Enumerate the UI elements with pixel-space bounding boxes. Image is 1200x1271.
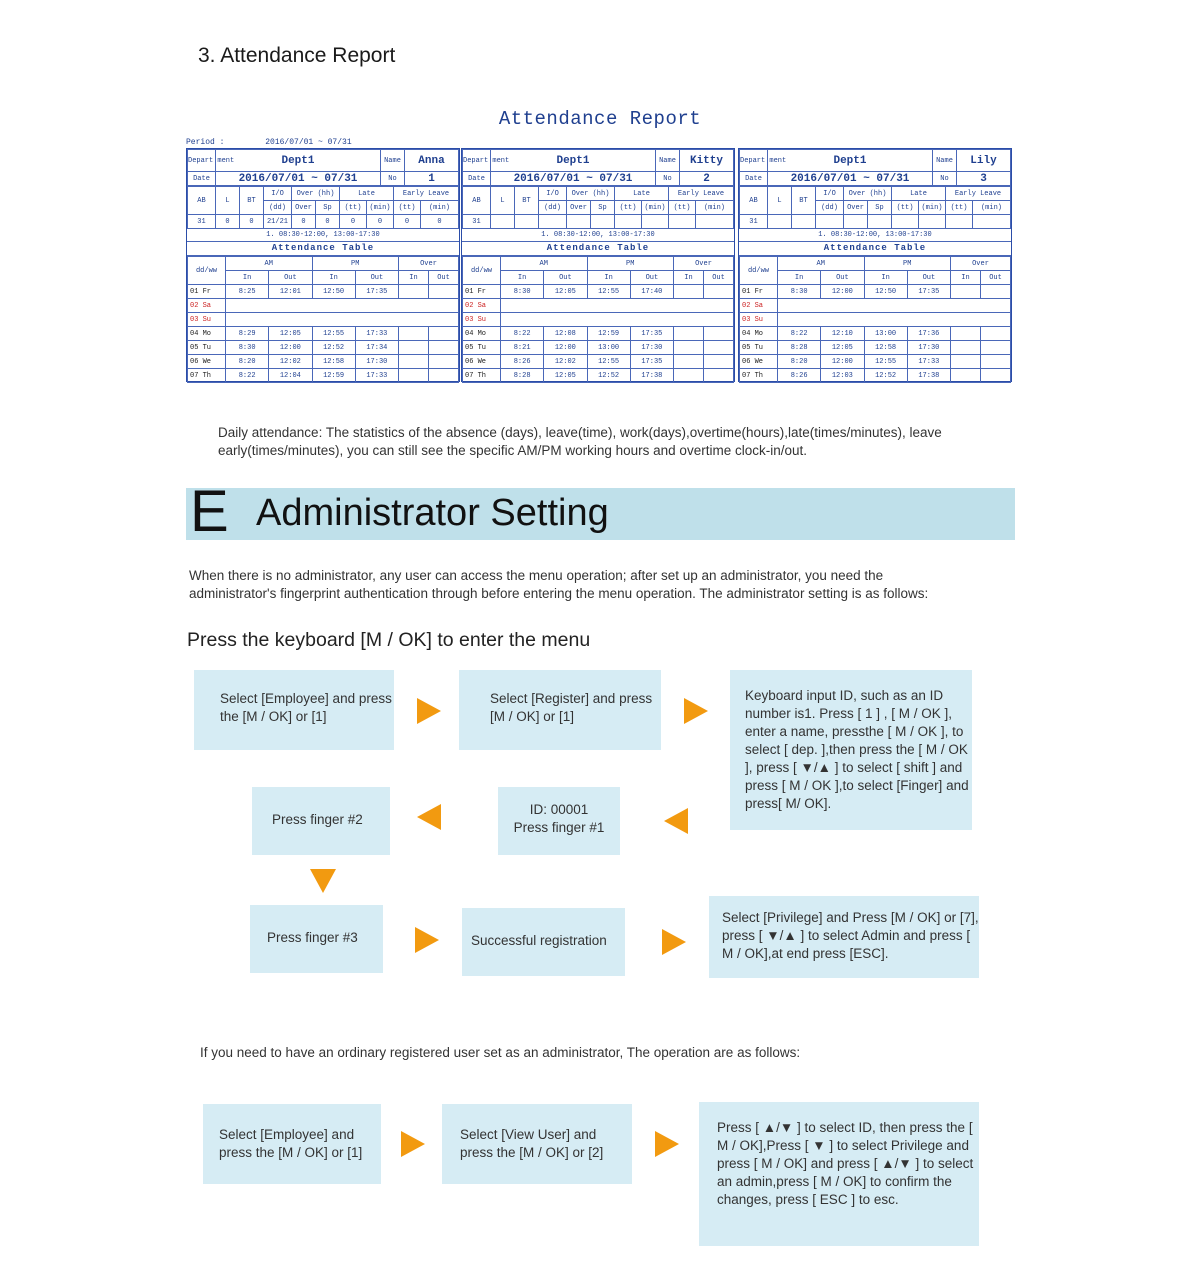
time-cell: 12:05 bbox=[554, 287, 576, 296]
time-cell: 12:50 bbox=[323, 287, 345, 296]
min-label: (min) bbox=[428, 203, 450, 212]
time-cell: 8:29 bbox=[238, 329, 256, 338]
table-row bbox=[463, 285, 734, 299]
out-label: Out bbox=[370, 273, 384, 282]
step-text: Press finger #2 bbox=[272, 812, 363, 827]
day-label: 05 Tu bbox=[465, 343, 487, 352]
step-text: Press finger #1 bbox=[513, 820, 605, 835]
table-row bbox=[740, 355, 1011, 369]
arrow-left-icon bbox=[417, 804, 441, 830]
day-label: 07 Th bbox=[742, 371, 764, 380]
arrow-right-icon bbox=[655, 1131, 679, 1157]
in-label: In bbox=[409, 273, 418, 282]
in-label: In bbox=[961, 273, 970, 282]
time-cell: 12:01 bbox=[279, 287, 301, 296]
time-cell: 8:26 bbox=[513, 357, 531, 366]
day-label: 04 Mo bbox=[742, 329, 764, 338]
over-column-label: Over bbox=[972, 259, 989, 268]
in-label: In bbox=[329, 273, 338, 282]
pm-label: PM bbox=[351, 259, 360, 268]
department-label: Depart ment bbox=[188, 156, 235, 165]
day-label: 06 We bbox=[465, 357, 487, 366]
io-label: I/O bbox=[271, 189, 284, 198]
step-text: Keyboard input ID, such as an ID number is1. Press [ 1 ] , [ M / OK ], enter a name, pressthe [ M / OK ], to select [ dep. ],then press the [ M / OK ], press [ ▼/▲ ] to select [ shift ] and press [ M / OK ],to select [Finger] and press[ M/ OK]. bbox=[745, 688, 969, 811]
summary-value: 21/21 bbox=[266, 217, 288, 226]
time-cell: 12:05 bbox=[831, 343, 853, 352]
summary-table bbox=[462, 186, 734, 229]
time-cell: 8:20 bbox=[238, 357, 256, 366]
pm-label: PM bbox=[903, 259, 912, 268]
min-label: (min) bbox=[980, 203, 1002, 212]
ab-label: AB bbox=[472, 196, 481, 205]
in-label: In bbox=[881, 273, 890, 282]
table-row bbox=[740, 327, 1011, 341]
table-row bbox=[188, 355, 459, 369]
employee-number: 3 bbox=[980, 172, 987, 185]
panel-header bbox=[739, 149, 1011, 186]
out-label: Out bbox=[836, 273, 849, 282]
out-label: Out bbox=[989, 273, 1002, 282]
in-label: In bbox=[794, 273, 804, 282]
tt-label: (tt) bbox=[344, 203, 362, 212]
am-label: AM bbox=[816, 259, 825, 268]
date-label: Date bbox=[468, 174, 485, 183]
table-row bbox=[188, 313, 459, 327]
time-cell: 8:28 bbox=[790, 343, 808, 352]
time-cell: 12:58 bbox=[323, 357, 345, 366]
tt-label: (tt) bbox=[950, 203, 968, 212]
day-label: 01 Fr bbox=[190, 287, 212, 296]
early-leave-label: Early Leave bbox=[954, 189, 1002, 198]
day-label: 06 We bbox=[190, 357, 212, 366]
date-range: 2016/07/01 ~ 07/31 bbox=[513, 172, 633, 185]
time-cell: 17:36 bbox=[918, 329, 940, 338]
table-row bbox=[463, 313, 734, 327]
summary-value: 0 bbox=[437, 217, 442, 226]
attendance-report-panel-lily bbox=[738, 148, 1012, 382]
over-column-label: Over bbox=[420, 259, 437, 268]
step-select-employee bbox=[194, 670, 394, 750]
panel-header bbox=[462, 149, 734, 186]
table-row bbox=[463, 369, 734, 383]
in-label: In bbox=[604, 273, 613, 282]
step-text: Successful registration bbox=[471, 933, 607, 948]
summary-value: 0 bbox=[301, 217, 306, 226]
no-label: No bbox=[388, 174, 397, 183]
name-label: Name bbox=[936, 156, 953, 165]
out-label: Out bbox=[922, 273, 936, 282]
time-cell: 17:33 bbox=[366, 329, 388, 338]
late-label: Late bbox=[910, 189, 927, 198]
period-label: Period : bbox=[186, 138, 225, 147]
table-row bbox=[740, 369, 1011, 383]
daily-attendance-description: Daily attendance: The statistics of the absence (days), leave(time), work(days),overtime(hours),late(times/minutes), leave early(times/minutes), you can still see the specific AM/PM working hours and overtime clock-in/out. bbox=[218, 425, 942, 458]
day-label: 02 Sa bbox=[465, 301, 487, 310]
over-label: Over bbox=[295, 203, 312, 212]
ddww-label: dd/ww bbox=[470, 266, 492, 275]
sp-label: Sp bbox=[598, 203, 607, 212]
day-label: 02 Sa bbox=[190, 301, 212, 310]
employee-name: Lily bbox=[970, 154, 997, 167]
io-label: I/O bbox=[546, 189, 559, 198]
table-row bbox=[463, 341, 734, 355]
time-cell: 12:59 bbox=[323, 371, 345, 380]
time-cell: 17:30 bbox=[918, 343, 940, 352]
step-text: Select [Employee] and press the [M / OK] or [1] bbox=[219, 1127, 363, 1160]
min-label: (min) bbox=[703, 203, 725, 212]
time-cell: 17:35 bbox=[641, 329, 663, 338]
over-column-label: Over bbox=[695, 259, 712, 268]
time-cell: 8:22 bbox=[513, 329, 531, 338]
out-label: Out bbox=[284, 273, 297, 282]
attendance-table-title: Attendance Table bbox=[187, 242, 459, 256]
time-cell: 12:00 bbox=[554, 343, 576, 352]
step-text: Select [View User] and press the [M / OK] or [2] bbox=[460, 1127, 604, 1160]
time-cell: 8:20 bbox=[790, 357, 808, 366]
arrow-right-icon bbox=[415, 927, 439, 953]
admin-intro-text: When there is no administrator, any user can access the menu operation; after set up an administrator, you need the administrator's fingerprint authentication through before entering the menu operation. The administrator setting is as follows: bbox=[189, 568, 929, 601]
time-cell: 8:28 bbox=[513, 371, 531, 380]
attendance-report-panel-anna bbox=[186, 148, 460, 382]
arrow-right-icon bbox=[662, 929, 686, 955]
day-label: 01 Fr bbox=[465, 287, 487, 296]
attendance-table bbox=[739, 256, 1011, 383]
day-label: 04 Mo bbox=[465, 329, 487, 338]
report-title: Attendance Report bbox=[498, 108, 702, 130]
time-cell: 12:55 bbox=[875, 357, 897, 366]
time-cell: 12:05 bbox=[279, 329, 301, 338]
in-label: In bbox=[517, 273, 527, 282]
step-text: Press finger #3 bbox=[267, 930, 358, 945]
day-label: 02 Sa bbox=[742, 301, 764, 310]
bt-label: BT bbox=[247, 196, 256, 205]
step-successful-registration bbox=[462, 908, 625, 976]
summary-value: 31 bbox=[197, 217, 206, 226]
attendance-table-title: Attendance Table bbox=[462, 242, 734, 256]
time-cell: 12:52 bbox=[598, 371, 620, 380]
out-label: Out bbox=[437, 273, 450, 282]
table-row bbox=[740, 313, 1011, 327]
summary-value: 0 bbox=[377, 217, 383, 226]
dd-label: (dd) bbox=[269, 203, 286, 212]
summary-value: 31 bbox=[472, 217, 481, 226]
bt-label: BT bbox=[522, 196, 531, 205]
time-cell: 12:00 bbox=[831, 357, 853, 366]
day-label: 05 Tu bbox=[742, 343, 764, 352]
summary-value: 31 bbox=[749, 217, 758, 226]
in-label: In bbox=[242, 273, 252, 282]
time-cell: 12:08 bbox=[554, 329, 576, 338]
ordinary-user-note: If you need to have an ordinary registered user set as an administrator, The operation are as follows: bbox=[200, 1045, 801, 1060]
day-label: 07 Th bbox=[465, 371, 487, 380]
tt-label: (tt) bbox=[896, 203, 914, 212]
no-label: No bbox=[663, 174, 672, 183]
work-times: 1. 08:30-12:00, 13:00-17:30 bbox=[739, 229, 1011, 242]
time-cell: 12:58 bbox=[875, 343, 897, 352]
step-id-text: ID: 00001 bbox=[529, 802, 589, 817]
table-row bbox=[188, 327, 459, 341]
time-cell: 13:00 bbox=[598, 343, 620, 352]
time-cell: 12:00 bbox=[831, 287, 853, 296]
table-row bbox=[188, 299, 459, 313]
no-label: No bbox=[940, 174, 949, 183]
time-cell: 8:30 bbox=[513, 287, 531, 296]
panel-header bbox=[187, 149, 459, 186]
summary-value: 0 bbox=[249, 217, 254, 226]
out-label: Out bbox=[712, 273, 725, 282]
menu-instruction-heading: Press the keyboard [M / OK] to enter the menu bbox=[187, 629, 591, 651]
period-value: 2016/07/01 ~ 07/31 bbox=[265, 138, 352, 147]
work-times: 1. 08:30-12:00, 13:00-17:30 bbox=[462, 229, 734, 242]
sp-label: Sp bbox=[323, 203, 332, 212]
name-label: Name bbox=[659, 156, 676, 165]
time-cell: 12:02 bbox=[554, 357, 576, 366]
l-label: L bbox=[777, 196, 782, 205]
day-label: 04 Mo bbox=[190, 329, 212, 338]
io-label: I/O bbox=[823, 189, 836, 198]
department-label: Depart ment bbox=[740, 156, 787, 165]
early-leave-label: Early Leave bbox=[677, 189, 725, 198]
time-cell: 12:10 bbox=[831, 329, 853, 338]
employee-name: Anna bbox=[418, 154, 445, 167]
time-cell: 13:00 bbox=[875, 329, 897, 338]
min-label: (min) bbox=[921, 203, 943, 212]
time-cell: 17:35 bbox=[366, 287, 388, 296]
sp-label: Sp bbox=[875, 203, 884, 212]
table-row bbox=[463, 327, 734, 341]
tt-label: (tt) bbox=[619, 203, 637, 212]
department-label: Depart ment bbox=[463, 156, 510, 165]
time-cell: 17:38 bbox=[918, 371, 940, 380]
over-label: Over bbox=[570, 203, 587, 212]
step-id-press-finger-1 bbox=[498, 787, 620, 855]
bt-label: BT bbox=[799, 196, 808, 205]
early-leave-label: Early Leave bbox=[402, 189, 450, 198]
dd-label: (dd) bbox=[821, 203, 838, 212]
step-text: Select [Employee] and press the [M / OK] or [1] bbox=[220, 691, 392, 724]
table-row bbox=[740, 285, 1011, 299]
time-cell: 17:30 bbox=[366, 357, 388, 366]
l-label: L bbox=[225, 196, 230, 205]
department-value: Dept1 bbox=[556, 154, 590, 167]
employee-number: 2 bbox=[703, 172, 710, 185]
time-cell: 8:26 bbox=[790, 371, 808, 380]
pm-label: PM bbox=[626, 259, 635, 268]
step-press-finger-3 bbox=[250, 905, 383, 973]
employee-name: Kitty bbox=[689, 154, 723, 167]
step-select-privilege bbox=[709, 896, 979, 978]
table-row bbox=[463, 355, 734, 369]
table-row bbox=[463, 299, 734, 313]
attendance-table-title: Attendance Table bbox=[739, 242, 1011, 256]
late-label: Late bbox=[633, 189, 650, 198]
day-label: 01 Fr bbox=[742, 287, 764, 296]
min-label: (min) bbox=[644, 203, 666, 212]
table-row bbox=[188, 285, 459, 299]
time-cell: 8:25 bbox=[238, 287, 256, 296]
day-label: 03 Su bbox=[742, 315, 764, 324]
late-label: Late bbox=[358, 189, 375, 198]
out-label: Out bbox=[645, 273, 659, 282]
step-text: Select [Privilege] and Press [M / OK] or [7], press [ ▼/▲ ] to select Admin and press [ M / OK],at end press [ESC]. bbox=[722, 910, 979, 961]
time-cell: 17:38 bbox=[641, 371, 663, 380]
section-letter: E bbox=[190, 479, 229, 544]
ddww-label: dd/ww bbox=[195, 266, 217, 275]
time-cell: 17:33 bbox=[918, 357, 940, 366]
time-cell: 12:05 bbox=[554, 371, 576, 380]
table-row bbox=[188, 369, 459, 383]
tt-label: (tt) bbox=[673, 203, 691, 212]
over-label: Over bbox=[847, 203, 864, 212]
table-row bbox=[740, 341, 1011, 355]
step2-view-user bbox=[442, 1104, 632, 1184]
section-title: 3. Attendance Report bbox=[198, 44, 396, 67]
time-cell: 12:04 bbox=[279, 371, 301, 380]
summary-value: 0 bbox=[225, 217, 230, 226]
am-label: AM bbox=[264, 259, 273, 268]
name-label: Name bbox=[384, 156, 401, 165]
time-cell: 8:21 bbox=[513, 343, 531, 352]
time-cell: 17:33 bbox=[366, 371, 388, 380]
step-keyboard-input bbox=[730, 670, 972, 830]
time-cell: 8:30 bbox=[238, 343, 256, 352]
ab-label: AB bbox=[749, 196, 758, 205]
time-cell: 12:00 bbox=[279, 343, 301, 352]
attendance-table bbox=[187, 256, 459, 383]
summary-table bbox=[187, 186, 459, 229]
over-hh-label: Over (hh) bbox=[571, 189, 610, 198]
summary-value: 0 bbox=[350, 217, 356, 226]
time-cell: 17:34 bbox=[366, 343, 388, 352]
step2-select-employee bbox=[203, 1104, 381, 1184]
ddww-label: dd/ww bbox=[747, 266, 769, 275]
step2-select-id-privilege bbox=[699, 1102, 979, 1246]
time-cell: 8:30 bbox=[790, 287, 808, 296]
time-cell: 8:22 bbox=[790, 329, 808, 338]
out-label: Out bbox=[559, 273, 572, 282]
arrow-right-icon bbox=[417, 698, 441, 724]
time-cell: 17:40 bbox=[641, 287, 663, 296]
employee-number: 1 bbox=[428, 172, 435, 185]
arrow-right-icon bbox=[401, 1131, 425, 1157]
dd-label: (dd) bbox=[544, 203, 561, 212]
l-label: L bbox=[500, 196, 505, 205]
time-cell: 12:55 bbox=[323, 329, 345, 338]
time-cell: 17:35 bbox=[641, 357, 663, 366]
day-label: 05 Tu bbox=[190, 343, 212, 352]
summary-value: 0 bbox=[325, 217, 330, 226]
ab-label: AB bbox=[197, 196, 206, 205]
time-cell: 17:30 bbox=[641, 343, 663, 352]
table-row bbox=[188, 341, 459, 355]
time-cell: 12:55 bbox=[598, 287, 620, 296]
summary-value: 0 bbox=[404, 217, 410, 226]
day-label: 03 Su bbox=[190, 315, 212, 324]
in-label: In bbox=[684, 273, 693, 282]
summary-table bbox=[739, 186, 1011, 229]
time-cell: 12:55 bbox=[598, 357, 620, 366]
time-cell: 12:50 bbox=[875, 287, 897, 296]
time-cell: 12:03 bbox=[831, 371, 853, 380]
time-cell: 8:22 bbox=[238, 371, 256, 380]
day-label: 03 Su bbox=[465, 315, 487, 324]
time-cell: 12:59 bbox=[598, 329, 620, 338]
arrow-down-icon bbox=[310, 869, 336, 893]
department-value: Dept1 bbox=[833, 154, 867, 167]
over-hh-label: Over (hh) bbox=[296, 189, 335, 198]
step-text: Press [ ▲/▼ ] to select ID, then press the [ M / OK],Press [ ▼ ] to select Privilege and press [ M / OK] and press [ ▲/▼ ] to select an admin,press [ M / OK] to confirm the changes, press [ ESC ] to esc. bbox=[717, 1120, 974, 1207]
arrow-right-icon bbox=[684, 698, 708, 724]
time-cell: 17:35 bbox=[918, 287, 940, 296]
date-label: Date bbox=[745, 174, 762, 183]
tt-label: (tt) bbox=[398, 203, 416, 212]
step-text: Select [Register] and press [M / OK] or [1] bbox=[490, 691, 653, 724]
section-heading: Administrator Setting bbox=[256, 492, 609, 534]
time-cell: 12:52 bbox=[875, 371, 897, 380]
day-label: 07 Th bbox=[190, 371, 212, 380]
table-row bbox=[740, 299, 1011, 313]
report-period bbox=[186, 138, 352, 147]
time-cell: 12:52 bbox=[323, 343, 345, 352]
arrow-left-icon bbox=[664, 808, 688, 834]
attendance-report-panel-kitty bbox=[461, 148, 735, 382]
day-label: 06 We bbox=[742, 357, 764, 366]
min-label: (min) bbox=[369, 203, 391, 212]
am-label: AM bbox=[539, 259, 548, 268]
attendance-table bbox=[462, 256, 734, 383]
step-press-finger-2 bbox=[252, 787, 390, 855]
date-range: 2016/07/01 ~ 07/31 bbox=[238, 172, 358, 185]
over-hh-label: Over (hh) bbox=[848, 189, 887, 198]
date-range: 2016/07/01 ~ 07/31 bbox=[790, 172, 910, 185]
step-select-register bbox=[459, 670, 661, 750]
work-times: 1. 08:30-12:00, 13:00-17:30 bbox=[187, 229, 459, 242]
department-value: Dept1 bbox=[281, 154, 315, 167]
time-cell: 12:02 bbox=[279, 357, 301, 366]
date-label: Date bbox=[193, 174, 210, 183]
